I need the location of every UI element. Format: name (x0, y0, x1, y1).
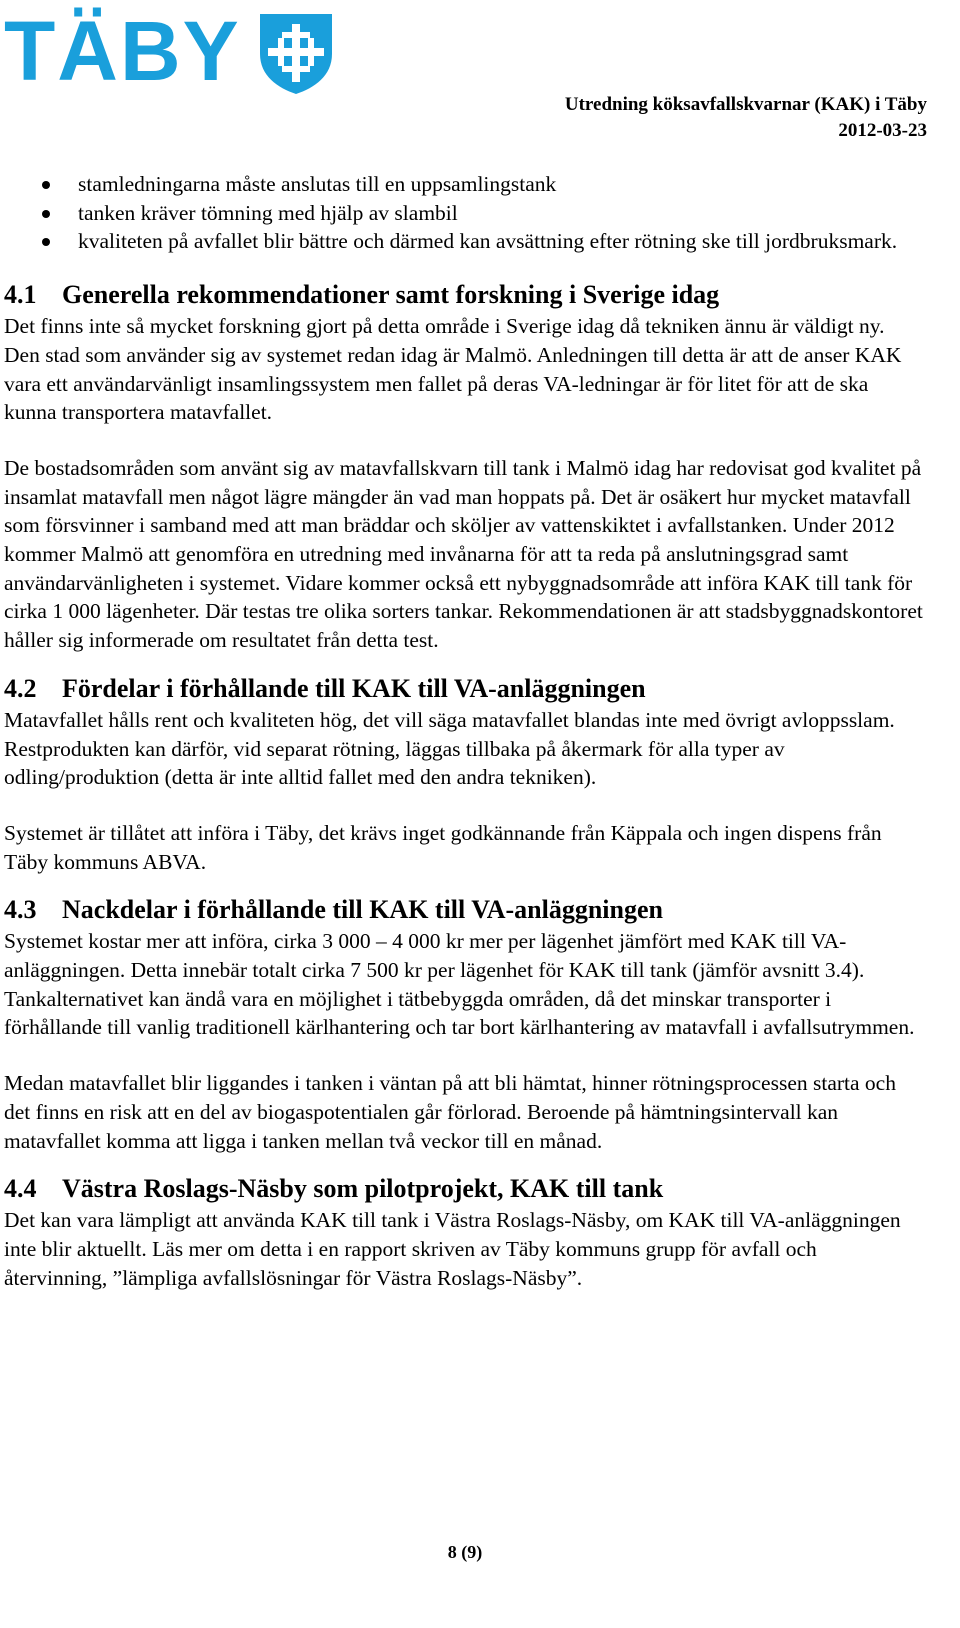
bullet-icon (42, 210, 50, 218)
bullet-list (4, 170, 924, 256)
document-header (565, 92, 927, 144)
paragraph: Systemet är tillåtet att införa i Täby, det krävs inget godkännande från Käppala och ingen dispens från Täby kommuns ABVA. (4, 820, 882, 874)
section-heading-4-3 (4, 893, 924, 927)
document-date: 2012-03-23 (838, 120, 927, 141)
paragraph: Medan matavfallet blir liggandes i tanken i väntan på att bli hämtat, hinner rötningsprocessen starta och det finns en risk att en del av biogaspotentialen går förlorad. Beroende på hämtningsintervall kan matavfallet komma att ligga i tanken mellan två veckor till en månad. (4, 1071, 896, 1153)
section-heading-4-4 (4, 1172, 924, 1206)
section-heading-4-1 (4, 278, 924, 312)
section-title: Fördelar i förhållande till KAK till VA-anläggningen (62, 673, 646, 703)
section-title: Generella rekommendationer samt forskning i Sverige idag (62, 280, 720, 310)
list-item-text: stamledningarna måste anslutas till en uppsamlingstank (78, 172, 557, 196)
list-item (4, 199, 924, 228)
bullet-icon (42, 238, 50, 246)
paragraph: Det kan vara lämpligt att använda KAK till tank i Västra Roslags-Näsby, om KAK till VA-anläggningen inte blir aktuellt. Läs mer om detta i en rapport skriven av Täby kommuns grupp för avfall och återvinning, ”lämpliga avfallslösningar för Västra Roslags-Näsby”. (4, 1208, 901, 1290)
paragraph: Matavfallet hålls rent och kvaliteten hög, det vill säga matavfallet blandas inte med övrigt avloppsslam. Restprodukten kan därför, vid separat rötning, läggas tillbaka på åkermark för alla typer av odling/produktion (detta är inte alltid fallet med den andra tekniken). (4, 707, 895, 790)
section-number: 4.4 (4, 1174, 37, 1204)
section-title: Nackdelar i förhållande till KAK till VA-anläggningen (62, 895, 663, 925)
list-item (4, 227, 924, 256)
taby-shield-icon (256, 10, 336, 96)
logo-wordmark: TÄBY (4, 4, 241, 98)
section-number: 4.3 (4, 895, 37, 925)
paragraph: De bostadsområden som använt sig av matavfallskvarn till tank i Malmö idag har redovisat god kvalitet på insamlat matavfall men något lägre mängder än vad man hoppats på. Det är osäkert hur mycket matavfall som försvinner i samband med att man bräddar och sköljer av vattenskiktet i avfallstanken. Under 2012 kommer Malmö att genomföra en utredning med invånarna för att ta reda på anslutningsgrad samt användarvänligheten i systemet. Vidare kommer också ett nybyggnadsområde att införa KAK till tank för cirka 1 000 lägenheter. Där testas tre olika sorters tankar. Rekommendationen är att stadsbyggnadskontoret håller sig informerade om resultatet från detta test. (4, 455, 923, 653)
list-item (4, 170, 924, 199)
section-heading-4-2 (4, 672, 924, 706)
section-number: 4.2 (4, 673, 37, 703)
document-title: Utredning köksavfallskvarnar (KAK) i Täby (564, 94, 927, 115)
section-number: 4.1 (4, 280, 37, 310)
section-title: Västra Roslags-Näsby som pilotprojekt, KAK till tank (62, 1174, 664, 1204)
paragraph: Det finns inte så mycket forskning gjort på detta område i Sverige idag då tekniken ännu är väldigt ny. Den stad som använder sig av systemet redan idag är Malmö. Anledningen till detta är att de anser KAK vara ett användarvänligt insamlingssystem men fallet på deras VA-ledningar är för litet för att de ska kunna transportera matavfallet. (4, 314, 902, 425)
taby-logo (4, 6, 334, 98)
document-body (4, 170, 924, 1292)
paragraph: Systemet kostar mer att införa, cirka 3 000 – 4 000 kr mer per lägenhet jämfört med KAK till VA-anläggningen. Detta innebär totalt cirka 7 500 kr per lägenhet för KAK till tank (jämför avsnitt 3.4). Tankalternativet kan ändå vara en möjlighet i tätbebyggda områden, då det minskar transporter i förhållande till vanlig traditionell kärlhantering och tar bort kärlhantering av matavfall i avfallsutrymmen. (4, 929, 915, 1040)
list-item-text: kvaliteten på avfallet blir bättre och därmed kan avsättning efter rötning ske till jordbruksmark. (78, 229, 898, 254)
list-item-text: tanken kräver tömning med hjälp av slambil (78, 200, 458, 225)
page-number: 8 (9) (447, 1542, 483, 1562)
bullet-icon (42, 181, 50, 189)
